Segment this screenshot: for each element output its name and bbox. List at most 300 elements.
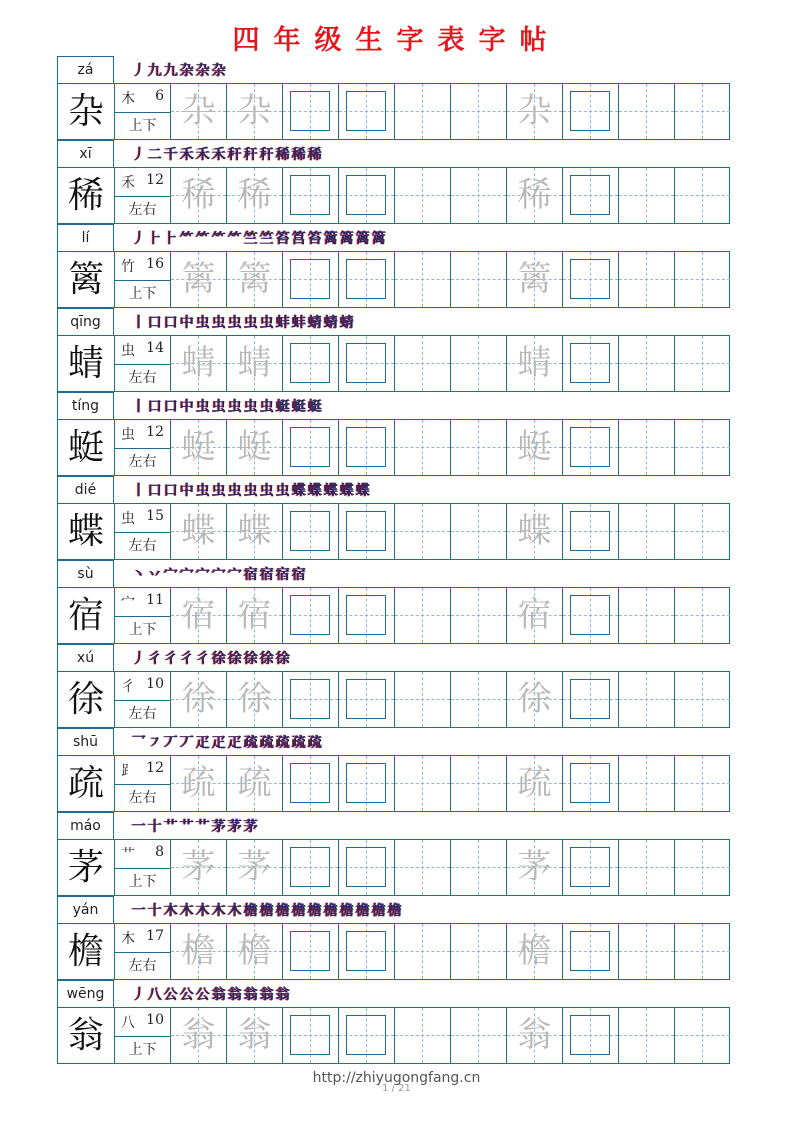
stroke-step: 徐: [260, 651, 274, 667]
stroke-step: 丿: [132, 987, 146, 1003]
stroke-order-sequence: [132, 732, 324, 754]
guide-line-horizontal: [619, 615, 674, 616]
radical: 八: [121, 1015, 135, 1031]
boxed-practice-cell[interactable]: [339, 252, 395, 307]
writing-box: [570, 847, 610, 887]
guide-line-horizontal: [675, 111, 730, 112]
trace-character: 蜻: [237, 343, 272, 383]
trace-cell[interactable]: [507, 420, 563, 475]
guide-line-horizontal: [675, 279, 730, 280]
model-character: 蜓: [58, 420, 115, 475]
trace-cell[interactable]: [171, 84, 227, 139]
writing-box: [570, 595, 610, 635]
guide-line-horizontal: [451, 699, 506, 700]
stroke-step: 丨: [132, 399, 146, 415]
trace-cell[interactable]: [171, 840, 227, 895]
practice-cell[interactable]: [451, 672, 507, 727]
boxed-practice-cell[interactable]: [563, 924, 619, 979]
stroke-step: 宀: [212, 567, 226, 583]
stroke-step: 宿: [244, 567, 258, 583]
trace-cell[interactable]: [227, 252, 283, 307]
trace-cell[interactable]: [227, 168, 283, 223]
stroke-step: 蝶: [292, 483, 306, 499]
trace-cell[interactable]: [171, 1008, 227, 1063]
practice-cell[interactable]: [395, 336, 451, 391]
trace-character: 翁: [237, 1015, 272, 1055]
model-character: 徐: [58, 672, 115, 727]
boxed-practice-cell[interactable]: [339, 336, 395, 391]
stroke-step: 宀: [196, 567, 210, 583]
trace-character: 蝶: [237, 511, 272, 551]
pinyin-label: lí: [57, 224, 114, 251]
trace-cell[interactable]: [507, 168, 563, 223]
stroke-step: 八: [148, 987, 162, 1003]
stroke-step: 虫: [244, 315, 258, 331]
stroke-step: 虫: [212, 483, 226, 499]
boxed-practice-cell[interactable]: [283, 84, 339, 139]
stroke-step: 虫: [244, 483, 258, 499]
guide-line-horizontal: [395, 951, 450, 952]
trace-cell[interactable]: [171, 504, 227, 559]
stroke-step: 千: [164, 147, 178, 163]
stroke-step: 杂: [212, 63, 226, 79]
writing-box: [570, 175, 610, 215]
model-character: 翁: [58, 1008, 115, 1063]
practice-cell[interactable]: [395, 924, 451, 979]
practice-cell[interactable]: [675, 672, 731, 727]
boxed-practice-cell[interactable]: [563, 588, 619, 643]
character-info: [115, 336, 171, 391]
practice-cell[interactable]: [395, 1008, 451, 1063]
stroke-step: 公: [180, 987, 194, 1003]
stroke-step: 丆: [164, 735, 178, 751]
stroke-step: 篱: [324, 231, 338, 247]
writing-box: [290, 595, 330, 635]
stroke-step: 蝶: [324, 483, 338, 499]
character-entry: [57, 896, 730, 980]
radical: 虫: [121, 343, 135, 359]
stroke-count: 12: [146, 760, 164, 776]
stroke-count: 12: [146, 424, 164, 440]
stroke-step: 艹: [196, 819, 210, 835]
boxed-practice-cell[interactable]: [283, 336, 339, 391]
practice-cell[interactable]: [451, 504, 507, 559]
practice-cell[interactable]: [675, 336, 731, 391]
trace-character: 蜓: [517, 427, 552, 467]
trace-character: 杂: [181, 91, 216, 131]
stroke-step: 稀: [276, 147, 290, 163]
trace-cell[interactable]: [227, 840, 283, 895]
trace-character: 蜻: [517, 343, 552, 383]
stroke-step: 翁: [260, 987, 274, 1003]
boxed-practice-cell[interactable]: [283, 588, 339, 643]
trace-cell[interactable]: [227, 420, 283, 475]
trace-cell[interactable]: [227, 924, 283, 979]
writing-box: [290, 427, 330, 467]
trace-cell[interactable]: [227, 336, 283, 391]
writing-box: [570, 343, 610, 383]
stroke-step: 丨: [132, 315, 146, 331]
stroke-step: 蝶: [308, 483, 322, 499]
boxed-practice-cell[interactable]: [283, 672, 339, 727]
stroke-step: 丿: [132, 231, 146, 247]
worksheet: [57, 56, 730, 1064]
stroke-step: 禾: [212, 147, 226, 163]
stroke-step: 徐: [276, 651, 290, 667]
trace-cell[interactable]: [171, 252, 227, 307]
guide-line-horizontal: [395, 1035, 450, 1036]
trace-cell[interactable]: [171, 420, 227, 475]
stroke-step: 虫: [244, 399, 258, 415]
stroke-step: 稀: [292, 147, 306, 163]
stroke-step: 杂: [196, 63, 210, 79]
boxed-practice-cell[interactable]: [563, 420, 619, 475]
stroke-step: 艹: [164, 819, 178, 835]
stroke-step: 蜻: [308, 315, 322, 331]
stroke-step: 宀: [180, 567, 194, 583]
stroke-step: 筥: [292, 231, 306, 247]
pinyin-label: yán: [57, 896, 114, 923]
stroke-step: 丆: [180, 735, 194, 751]
stroke-order-sequence: [132, 984, 292, 1006]
boxed-practice-cell[interactable]: [339, 588, 395, 643]
radical: 木: [121, 931, 135, 947]
practice-cell[interactable]: [395, 84, 451, 139]
practice-row: [57, 503, 730, 560]
practice-cell[interactable]: [395, 756, 451, 811]
practice-cell[interactable]: [675, 504, 731, 559]
practice-cell[interactable]: [619, 420, 675, 475]
stroke-step: 徐: [244, 651, 258, 667]
trace-character: 篱: [517, 259, 552, 299]
practice-cell[interactable]: [619, 252, 675, 307]
character-entry: [57, 980, 730, 1064]
stroke-step: 疋: [196, 735, 210, 751]
stroke-step: 虫: [196, 399, 210, 415]
stroke-step: 彳: [180, 651, 194, 667]
guide-line-horizontal: [395, 363, 450, 364]
character-entry: [57, 308, 730, 392]
stroke-step: 蚌: [292, 315, 306, 331]
stroke-step: 虫: [196, 483, 210, 499]
boxed-practice-cell[interactable]: [339, 1008, 395, 1063]
model-character: 茅: [58, 840, 115, 895]
stroke-step: 宿: [292, 567, 306, 583]
trace-cell[interactable]: [507, 840, 563, 895]
trace-cell[interactable]: [227, 756, 283, 811]
practice-cell[interactable]: [675, 588, 731, 643]
model-character: 蝶: [58, 504, 115, 559]
stroke-step: 蚌: [276, 315, 290, 331]
guide-line-horizontal: [451, 951, 506, 952]
trace-cell[interactable]: [227, 588, 283, 643]
trace-cell[interactable]: [171, 168, 227, 223]
writing-box: [346, 1015, 386, 1055]
stroke-step: 彳: [196, 651, 210, 667]
stroke-step: 宀: [164, 567, 178, 583]
radical: 禾: [121, 175, 135, 191]
practice-cell[interactable]: [619, 840, 675, 895]
stroke-step: 翁: [244, 987, 258, 1003]
trace-cell[interactable]: [507, 336, 563, 391]
stroke-step: ㇇: [148, 735, 162, 751]
boxed-practice-cell[interactable]: [563, 756, 619, 811]
trace-cell[interactable]: [507, 756, 563, 811]
stroke-step: 疏: [260, 735, 274, 751]
practice-cell[interactable]: [451, 756, 507, 811]
character-info: [115, 840, 171, 895]
stroke-step: 虫: [228, 315, 242, 331]
stroke-step: 笞: [308, 231, 322, 247]
stroke-step: 中: [180, 483, 194, 499]
stroke-step: 檐: [356, 903, 370, 919]
practice-row: [57, 251, 730, 308]
stroke-step: 公: [164, 987, 178, 1003]
boxed-practice-cell[interactable]: [283, 840, 339, 895]
guide-line-horizontal: [675, 699, 730, 700]
boxed-practice-cell[interactable]: [283, 504, 339, 559]
trace-cell[interactable]: [507, 672, 563, 727]
boxed-practice-cell[interactable]: [283, 924, 339, 979]
stroke-step: 茅: [212, 819, 226, 835]
stroke-count: 8: [155, 844, 164, 860]
stroke-step: 虫: [212, 399, 226, 415]
stroke-step: 蜻: [324, 315, 338, 331]
stroke-step: 中: [180, 315, 194, 331]
practice-cell[interactable]: [675, 84, 731, 139]
pinyin-label: xī: [57, 140, 114, 167]
stroke-step: 彳: [164, 651, 178, 667]
stroke-step: 丿: [132, 147, 146, 163]
practice-cell[interactable]: [619, 588, 675, 643]
practice-cell[interactable]: [619, 84, 675, 139]
trace-cell[interactable]: [171, 588, 227, 643]
stroke-step: 檐: [244, 903, 258, 919]
model-character: 宿: [58, 588, 115, 643]
stroke-step: ⺮: [228, 231, 242, 247]
guide-line-horizontal: [619, 783, 674, 784]
guide-line-horizontal: [451, 195, 506, 196]
boxed-practice-cell[interactable]: [339, 840, 395, 895]
stroke-step: 一: [132, 903, 146, 919]
stroke-order-sequence: [132, 144, 324, 166]
practice-cell[interactable]: [395, 504, 451, 559]
boxed-practice-cell[interactable]: [339, 168, 395, 223]
stroke-step: 翁: [212, 987, 226, 1003]
stroke-step: 疋: [212, 735, 226, 751]
stroke-step: 九: [148, 63, 162, 79]
guide-line-horizontal: [619, 363, 674, 364]
stroke-count: 10: [146, 1012, 164, 1028]
guide-line-horizontal: [451, 783, 506, 784]
trace-character: 稀: [237, 175, 272, 215]
trace-cell[interactable]: [507, 1008, 563, 1063]
practice-cell[interactable]: [451, 84, 507, 139]
trace-character: 宿: [237, 595, 272, 635]
stroke-step: 口: [148, 315, 162, 331]
radical: 木: [121, 91, 135, 107]
stroke-step: 蝶: [356, 483, 370, 499]
page-title: 四年级生字表字帖: [232, 25, 561, 56]
trace-cell[interactable]: [227, 504, 283, 559]
practice-cell[interactable]: [395, 252, 451, 307]
practice-cell[interactable]: [451, 252, 507, 307]
boxed-practice-cell[interactable]: [283, 252, 339, 307]
boxed-practice-cell[interactable]: [339, 924, 395, 979]
writing-box: [290, 1015, 330, 1055]
boxed-practice-cell[interactable]: [283, 420, 339, 475]
writing-box: [290, 511, 330, 551]
stroke-step: 笞: [276, 231, 290, 247]
practice-cell[interactable]: [451, 336, 507, 391]
practice-cell[interactable]: [451, 588, 507, 643]
guide-line-horizontal: [395, 279, 450, 280]
boxed-practice-cell[interactable]: [339, 504, 395, 559]
model-character: 蜻: [58, 336, 115, 391]
trace-cell[interactable]: [171, 672, 227, 727]
practice-cell[interactable]: [619, 672, 675, 727]
boxed-practice-cell[interactable]: [339, 672, 395, 727]
practice-row: [57, 167, 730, 224]
boxed-practice-cell[interactable]: [339, 84, 395, 139]
practice-cell[interactable]: [619, 336, 675, 391]
boxed-practice-cell[interactable]: [339, 420, 395, 475]
stroke-step: 檐: [340, 903, 354, 919]
footer-url[interactable]: http://zhiyugongfang.cn: [312, 1070, 481, 1086]
stroke-step: 檐: [388, 903, 402, 919]
stroke-step: 茅: [244, 819, 258, 835]
practice-cell[interactable]: [675, 420, 731, 475]
practice-cell[interactable]: [619, 756, 675, 811]
stroke-order-sequence: [132, 816, 260, 838]
boxed-practice-cell[interactable]: [563, 504, 619, 559]
practice-cell[interactable]: [619, 924, 675, 979]
stroke-order-sequence: [132, 480, 372, 502]
boxed-practice-cell[interactable]: [563, 336, 619, 391]
stroke-order-sequence: [132, 396, 324, 418]
boxed-practice-cell[interactable]: [563, 252, 619, 307]
practice-cell[interactable]: [451, 420, 507, 475]
practice-cell[interactable]: [675, 924, 731, 979]
practice-cell[interactable]: [675, 756, 731, 811]
trace-character: 蜓: [237, 427, 272, 467]
stroke-count: 15: [146, 508, 164, 524]
trace-cell[interactable]: [507, 504, 563, 559]
writing-box: [570, 679, 610, 719]
practice-cell[interactable]: [619, 504, 675, 559]
practice-row: [57, 923, 730, 980]
trace-cell[interactable]: [507, 252, 563, 307]
trace-cell[interactable]: [227, 84, 283, 139]
practice-cell[interactable]: [395, 420, 451, 475]
writing-box: [290, 847, 330, 887]
practice-cell[interactable]: [395, 168, 451, 223]
boxed-practice-cell[interactable]: [283, 756, 339, 811]
trace-cell[interactable]: [507, 924, 563, 979]
stroke-step: 篱: [356, 231, 370, 247]
boxed-practice-cell[interactable]: [563, 840, 619, 895]
structure-label: 左右: [115, 700, 170, 728]
character-info: [115, 420, 171, 475]
structure-label: 左右: [115, 532, 170, 560]
practice-cell[interactable]: [619, 168, 675, 223]
stroke-order-sequence: [132, 648, 292, 670]
practice-cell[interactable]: [675, 1008, 731, 1063]
practice-cell[interactable]: [675, 252, 731, 307]
guide-line-horizontal: [451, 531, 506, 532]
boxed-practice-cell[interactable]: [563, 168, 619, 223]
practice-cell[interactable]: [451, 168, 507, 223]
practice-cell[interactable]: [675, 168, 731, 223]
practice-cell[interactable]: [619, 1008, 675, 1063]
stroke-step: ⺮: [196, 231, 210, 247]
radical: 艹: [121, 847, 135, 863]
character-info: [115, 168, 171, 223]
practice-cell[interactable]: [451, 1008, 507, 1063]
boxed-practice-cell[interactable]: [563, 84, 619, 139]
trace-cell[interactable]: [227, 1008, 283, 1063]
trace-cell[interactable]: [171, 756, 227, 811]
trace-character: 篱: [181, 259, 216, 299]
guide-line-horizontal: [395, 195, 450, 196]
guide-line-horizontal: [619, 195, 674, 196]
practice-cell[interactable]: [451, 924, 507, 979]
stroke-step: 艹: [180, 819, 194, 835]
pinyin-label: máo: [57, 812, 114, 839]
trace-character: 茅: [237, 847, 272, 887]
boxed-practice-cell[interactable]: [283, 168, 339, 223]
structure-label: 上下: [115, 616, 170, 644]
stroke-step: 彳: [148, 651, 162, 667]
writing-box: [290, 175, 330, 215]
practice-cell[interactable]: [675, 840, 731, 895]
practice-row: [57, 839, 730, 896]
trace-cell[interactable]: [507, 588, 563, 643]
practice-cell[interactable]: [395, 588, 451, 643]
practice-cell[interactable]: [395, 672, 451, 727]
guide-line-horizontal: [451, 615, 506, 616]
trace-cell[interactable]: [171, 924, 227, 979]
trace-cell[interactable]: [507, 84, 563, 139]
trace-character: 稀: [517, 175, 552, 215]
character-entry: [57, 560, 730, 644]
stroke-step: 二: [148, 147, 162, 163]
stroke-step: 杂: [180, 63, 194, 79]
boxed-practice-cell[interactable]: [563, 672, 619, 727]
practice-cell[interactable]: [395, 840, 451, 895]
trace-cell[interactable]: [227, 672, 283, 727]
pinyin-label: wēng: [57, 980, 114, 1007]
guide-line-horizontal: [675, 951, 730, 952]
trace-character: 稀: [181, 175, 216, 215]
stroke-count: 6: [155, 88, 164, 104]
stroke-step: 十: [148, 819, 162, 835]
trace-cell[interactable]: [171, 336, 227, 391]
boxed-practice-cell[interactable]: [339, 756, 395, 811]
structure-label: 上下: [115, 280, 170, 308]
stroke-step: 丿: [132, 651, 146, 667]
structure-label: 左右: [115, 448, 170, 476]
character-entry: [57, 140, 730, 224]
boxed-practice-cell[interactable]: [283, 1008, 339, 1063]
practice-cell[interactable]: [451, 840, 507, 895]
radical: 竹: [121, 259, 135, 275]
stroke-step: 稀: [308, 147, 322, 163]
boxed-practice-cell[interactable]: [563, 1008, 619, 1063]
structure-label: 左右: [115, 952, 170, 980]
practice-row: [57, 671, 730, 728]
guide-line-horizontal: [619, 531, 674, 532]
